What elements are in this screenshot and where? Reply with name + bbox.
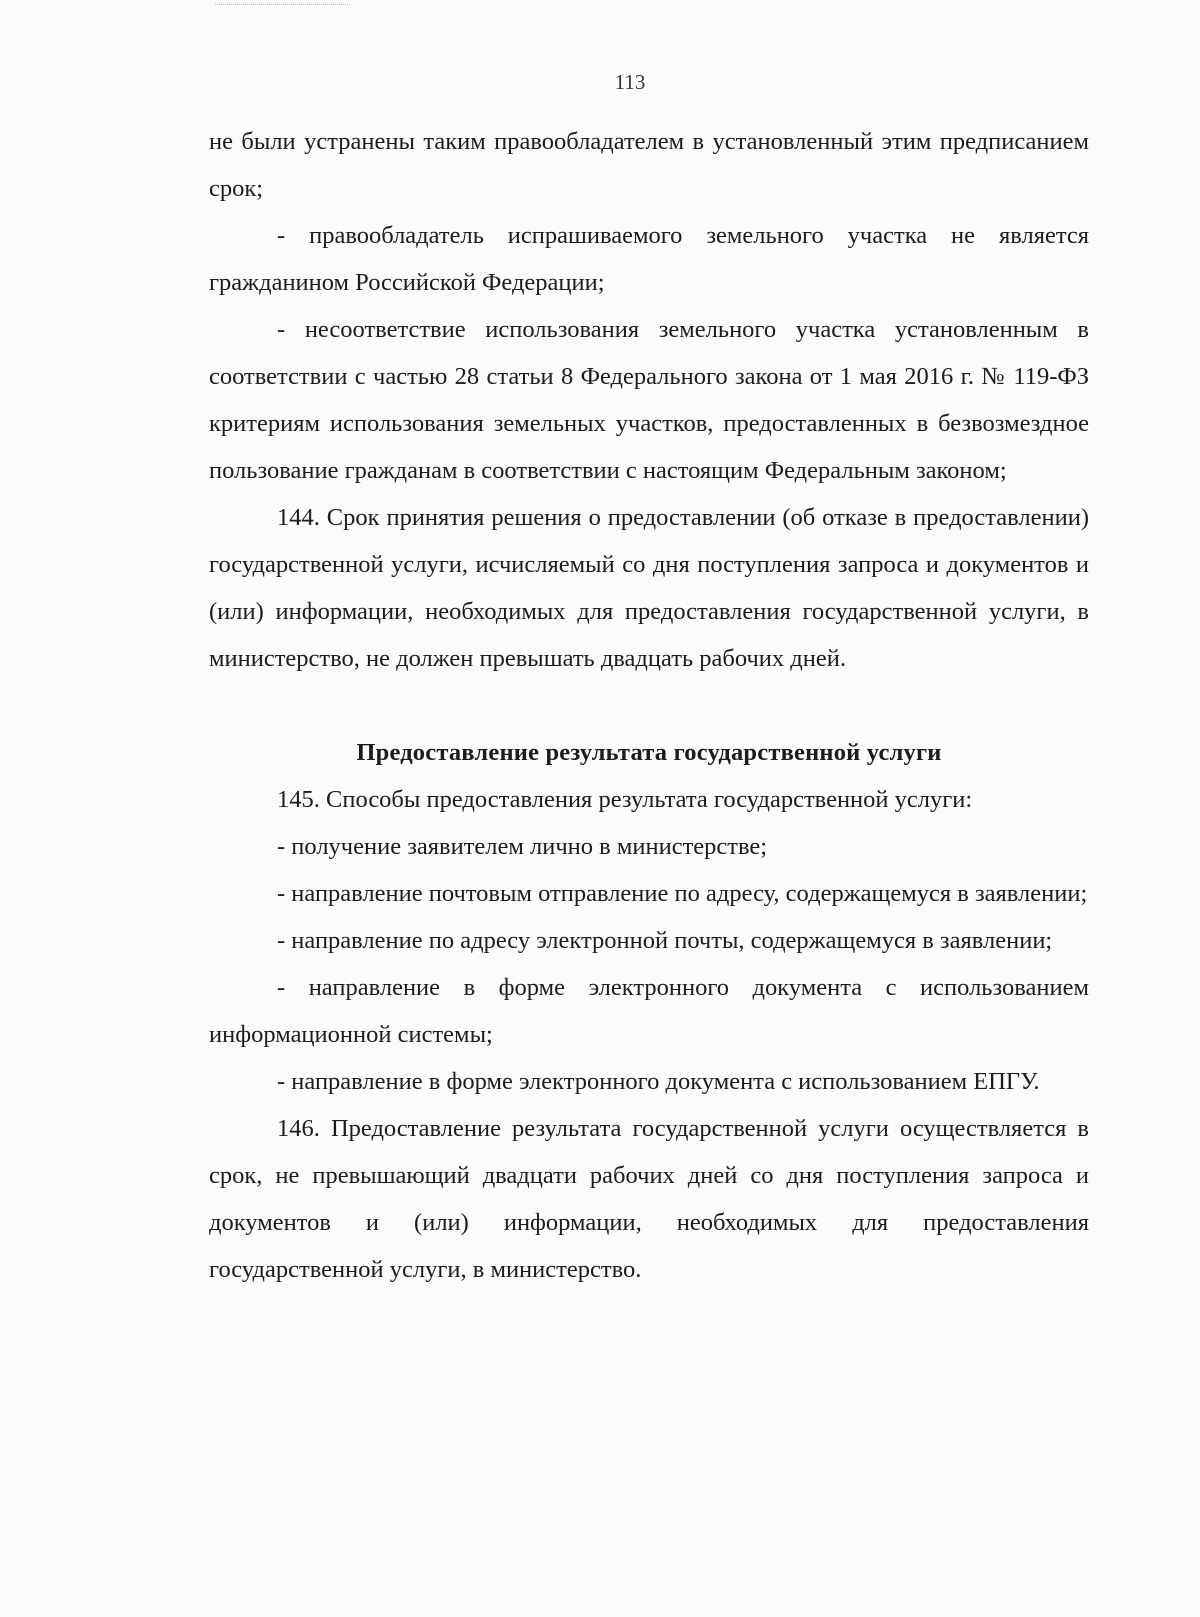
list-item-criteria: - несоответствие использования земельного участка установленным в соответствии с частью 28 статьи 8 Федерального закона от 1 мая 2016 г. № 119-ФЗ критериям использования земельных участков, предоставленных в безвозмездное пользование гражданам в соответствии с настоящим Федеральным законом;: [209, 316, 1089, 484]
scan-artifact: [215, 4, 350, 6]
list-item-in-person: - получение заявителем лично в министерстве;: [277, 833, 768, 860]
list-item-epgu: - направление в форме электронного документа с использованием ЕПГУ.: [277, 1068, 1040, 1095]
list-item-email: - направление по адресу электронной почты, содержащемуся в заявлении;: [277, 927, 1053, 954]
document-body: [209, 118, 1089, 1293]
list-item-postal: - направление почтовым отправление по адресу, содержащемуся в заявлении;: [277, 880, 1088, 907]
list-item-info-system: - направление в форме электронного документа с использованием информационной системы;: [209, 974, 1089, 1048]
paragraph-144: 144. Срок принятия решения о предоставлении (об отказе в предоставлении) государственной услуги, исчисляемый со дня поступления запроса и документов и (или) информации, необходимых для предоставления государственной услуги, в министерство, не должен превышать двадцать рабочих дней.: [209, 504, 1089, 672]
spacer: [209, 682, 1089, 729]
list-item-citizenship: - правообладатель испрашиваемого земельного участка не является гражданином Российской Федерации;: [209, 222, 1089, 296]
paragraph-145: 145. Способы предоставления результата государственной услуги:: [277, 786, 973, 813]
paragraph-continuation: не были устранены таким правообладателем в установленный этим предписанием срок;: [209, 128, 1089, 202]
paragraph-146: 146. Предоставление результата государственной услуги осуществляется в срок, не превышающий двадцати рабочих дней со дня поступления запроса и документов и (или) информации, необходимых для предоставления государственной услуги, в министерство.: [209, 1115, 1089, 1283]
section-heading: Предоставление результата государственной услуги: [356, 739, 942, 766]
page-number: 113: [614, 70, 646, 94]
